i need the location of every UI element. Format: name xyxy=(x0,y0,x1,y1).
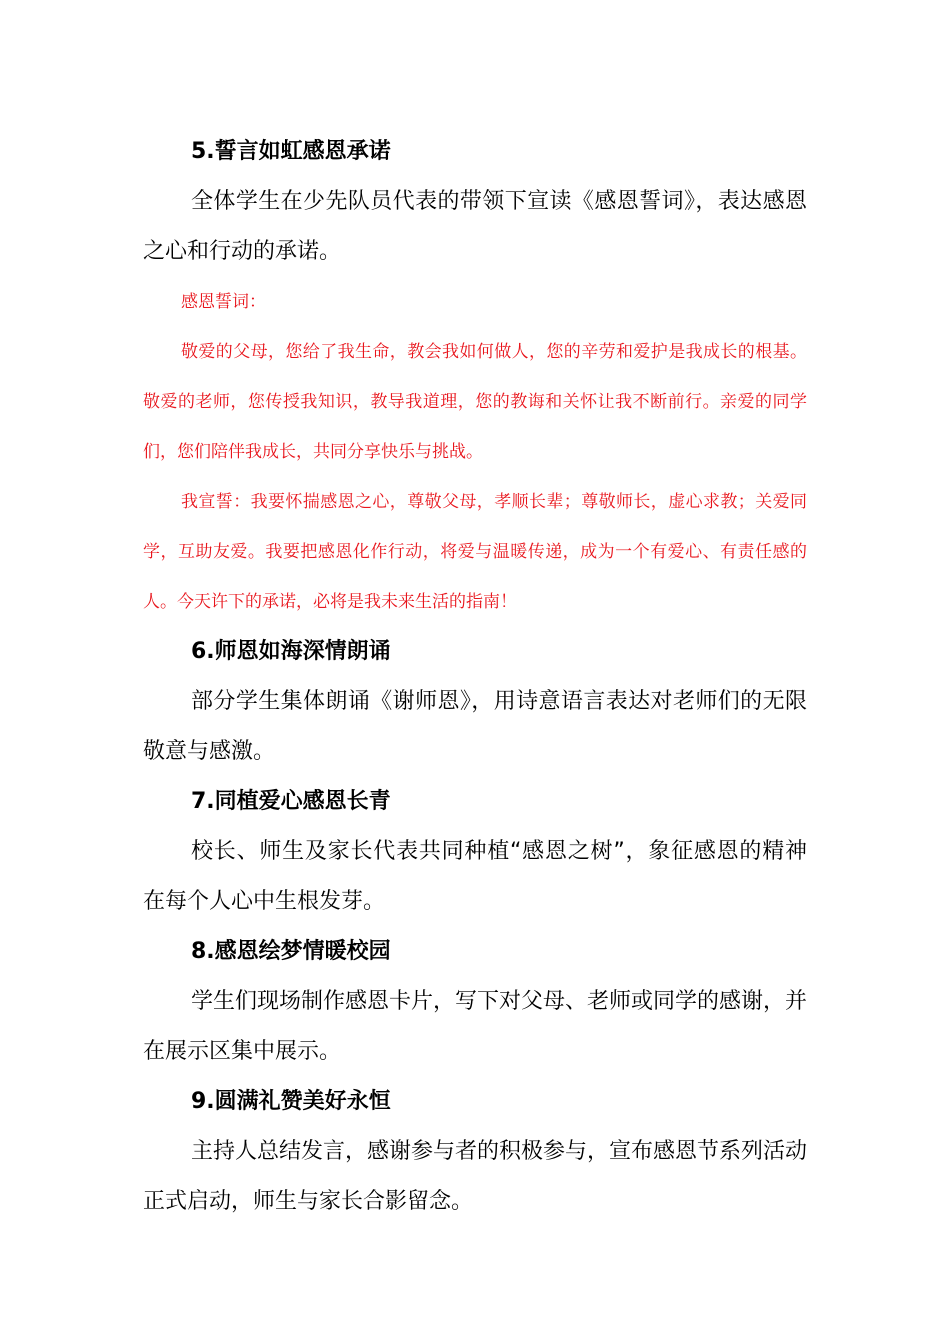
section-paragraph: 校长、师生及家长代表共同种植“感恩之树”，象征感恩的精神在每个人心中生根发芽。 xyxy=(143,839,807,914)
section-heading: 5.誓言如虹感恩承诺 xyxy=(191,139,391,164)
document-body xyxy=(143,127,807,1227)
oath-block xyxy=(143,277,807,627)
section-paragraph: 部分学生集体朗诵《谢师恩》，用诗意语言表达对老师们的无限敬意与感激。 xyxy=(143,689,807,764)
section-paragraph: 全体学生在少先队员代表的带领下宣读《感恩誓词》，表达感恩之心和行动的承诺。 xyxy=(143,189,807,264)
section-paragraph: 主持人总结发言，感谢参与者的积极参与，宣布感恩节系列活动正式启动，师生与家长合影留念。 xyxy=(143,1139,808,1214)
section-heading: 6.师恩如海深情朗诵 xyxy=(191,639,391,664)
oath-title: 感恩誓词： xyxy=(181,292,266,312)
oath-paragraph: 我宣誓：我要怀揣感恩之心，尊敬父母，孝顺长辈；尊敬师长，虚心求教；关爱同学，互助友爱。我要把感恩化作行动，将爱与温暖传递，成为一个有爱心、有责任感的人。今天许下的承诺，必将是我未来生活的指南！ xyxy=(143,492,807,612)
section-paragraph: 学生们现场制作感恩卡片，写下对父母、老师或同学的感谢，并在展示区集中展示。 xyxy=(143,989,808,1064)
oath-paragraph: 敬爱的父母，您给了我生命，教会我如何做人，您的辛劳和爱护是我成长的根基。敬爱的老师，您传授我知识，教导我道理，您的教诲和关怀让我不断前行。亲爱的同学们，您们陪伴我成长，共同分享快乐与挑战。 xyxy=(143,342,807,462)
section-heading: 8.感恩绘梦情暖校园 xyxy=(191,939,391,964)
section-heading: 9.圆满礼赞美好永恒 xyxy=(191,1089,391,1114)
section-heading: 7.同植爱心感恩长青 xyxy=(191,789,391,814)
